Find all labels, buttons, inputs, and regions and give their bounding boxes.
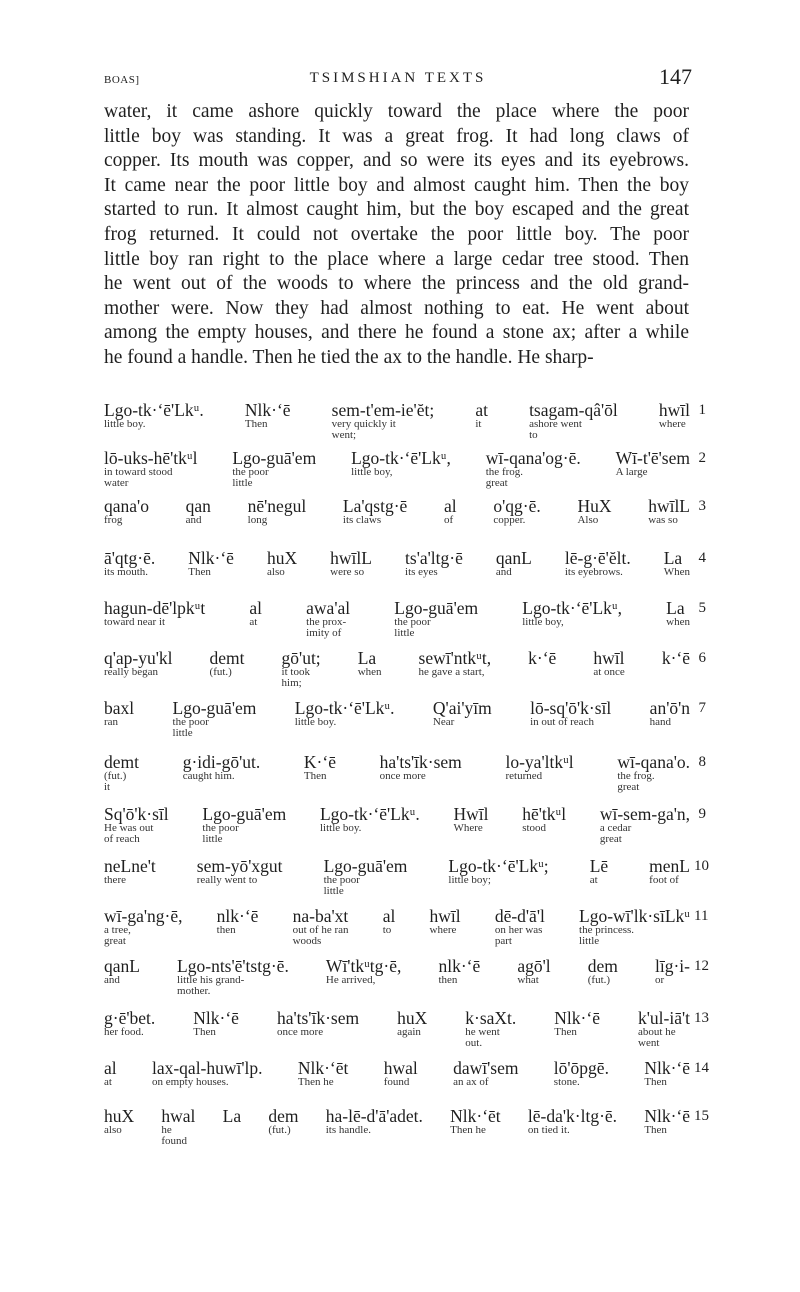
tsimshian-word: Lgo-guā'em [232, 448, 317, 468]
tsimshian-word: tsagam-qâ'ōl [529, 400, 618, 420]
english-gloss: little boy. [319, 822, 362, 834]
tsimshian-word: Hwīl [453, 804, 489, 824]
prose-line: he went out of the woods to where the princess and the old grand- [104, 273, 689, 295]
tsimshian-word: Lgo-guā'em [172, 698, 257, 718]
line-number: 1 [698, 402, 706, 418]
english-gloss: on her was [494, 924, 543, 936]
english-gloss: little [323, 885, 344, 897]
line-number: 4 [698, 550, 706, 566]
english-gloss: and [495, 566, 512, 578]
english-gloss: Then [644, 1124, 667, 1136]
english-gloss: very quickly it [331, 418, 396, 430]
line-number: 7 [698, 700, 706, 716]
english-gloss: great [599, 833, 622, 845]
english-gloss: little boy, [351, 466, 393, 478]
prose-line: he found a handle. Then he tied the ax to the handle. He sharp- [104, 346, 594, 368]
tsimshian-word: Lgo-tk·ʻē'Lkᵘ, [522, 598, 623, 618]
english-gloss: its claws [342, 514, 382, 526]
english-gloss: Then [644, 1076, 667, 1088]
line-number: 12 [694, 958, 709, 974]
line-number: 14 [694, 1060, 709, 1076]
tsimshian-word: demt [209, 648, 245, 668]
english-gloss: a tree, [104, 924, 131, 936]
english-gloss: the prox- [306, 616, 347, 628]
tsimshian-word: al [104, 1058, 117, 1078]
english-gloss: A large [615, 466, 648, 478]
tsimshian-word: Lgo-tk·ʻē'Lkᵘ. [104, 400, 204, 420]
tsimshian-word: Lgo-guā'em [323, 856, 408, 876]
tsimshian-word: hwīl [593, 648, 625, 668]
english-translation [104, 100, 689, 371]
english-gloss: great [485, 477, 508, 489]
tsimshian-word: sem-t'em-ie'ĕt; [331, 400, 435, 420]
english-gloss: caught him. [182, 770, 235, 782]
english-gloss: on empty houses. [151, 1076, 229, 1088]
tsimshian-word: baxl [104, 698, 135, 718]
tsimshian-word: agō'l [517, 956, 551, 976]
english-gloss: the princess. [579, 924, 635, 936]
tsimshian-word: q'ap-yu'kl [104, 648, 173, 668]
interlinear-line [104, 698, 706, 744]
tsimshian-word: Lē [589, 856, 609, 876]
english-gloss: found [383, 1076, 410, 1088]
tsimshian-word: na-ba'xt [292, 906, 349, 926]
tsimshian-word: La [666, 598, 685, 618]
english-gloss: about he [638, 1026, 676, 1038]
tsimshian-word: sem-yō'xgut [196, 856, 283, 876]
english-gloss: Then [554, 1026, 577, 1038]
tsimshian-word: huX [397, 1008, 428, 1028]
tsimshian-word: huX [104, 1106, 135, 1126]
tsimshian-word: ha'ts'īk·sem [379, 752, 462, 772]
english-gloss: its handle. [325, 1124, 371, 1136]
tsimshian-word: hwīl [429, 906, 461, 926]
line-number: 5 [698, 600, 706, 616]
english-gloss: little boy. [294, 716, 337, 728]
english-gloss: out. [465, 1037, 483, 1049]
english-gloss: (fut.) [104, 770, 127, 782]
tsimshian-word: al [444, 496, 457, 516]
english-gloss: little [579, 935, 600, 947]
interlinear-line [104, 1058, 709, 1104]
tsimshian-word: qanL [495, 548, 532, 568]
english-gloss: Then [188, 566, 211, 578]
tsimshian-word: qana'o [104, 496, 149, 516]
english-gloss: then [216, 924, 236, 936]
english-gloss: long [247, 514, 268, 526]
tsimshian-word: lō-sq'ō'k·sīl [530, 698, 612, 718]
english-gloss: it [104, 781, 111, 793]
tsimshian-word: at [475, 400, 488, 420]
interlinear-line [104, 598, 706, 644]
prose-line: mother were. Now they had almost nothing to eat. He went about [104, 297, 689, 319]
tsimshian-word: nlk·ʻē [216, 906, 259, 926]
tsimshian-word: wī-qana'og·ē. [485, 448, 581, 468]
english-gloss: toward near it [104, 616, 166, 628]
tsimshian-word: g·idi-gō'ut. [182, 752, 261, 772]
english-gloss: (fut.) [209, 666, 232, 678]
english-gloss: of [444, 514, 454, 526]
english-gloss: to [529, 429, 538, 441]
tsimshian-word: Nlk·ʻē [193, 1008, 239, 1028]
interlinear-line [104, 1106, 709, 1152]
tsimshian-word: līg·i- [655, 956, 690, 976]
english-gloss: it [475, 418, 482, 430]
english-gloss: where [429, 924, 457, 936]
header-title: TSIMSHIAN TEXTS [309, 70, 487, 86]
english-gloss: at [249, 616, 258, 628]
tsimshian-word: demt [104, 752, 139, 772]
english-gloss: Then he [450, 1124, 486, 1136]
english-gloss: her food. [104, 1026, 144, 1038]
english-gloss: went [638, 1037, 660, 1049]
english-gloss: (fut.) [587, 974, 611, 986]
english-gloss: its mouth. [104, 566, 149, 578]
english-gloss: found [161, 1135, 188, 1147]
interlinear-line [104, 906, 709, 952]
english-gloss: little [202, 833, 223, 845]
english-gloss: (fut.) [268, 1124, 291, 1136]
interlinear-line [104, 1008, 709, 1054]
line-number: 3 [698, 498, 706, 514]
english-gloss: hand [649, 716, 672, 728]
english-gloss: its eyes [405, 566, 438, 578]
tsimshian-word: La [222, 1106, 242, 1126]
english-gloss: or [655, 974, 665, 986]
english-gloss: stood [522, 822, 547, 834]
interlinear-line [104, 400, 706, 446]
english-gloss: it took [281, 666, 310, 678]
english-gloss: the frog. [617, 770, 655, 782]
tsimshian-word: Lgo-tk·ʻē'Lkᵘ. [319, 804, 420, 824]
english-gloss: went; [331, 429, 357, 441]
english-gloss: little boy. [104, 418, 146, 430]
prose-line: copper. Its mouth was copper, and so were its eyes and its eyebrows. [104, 150, 689, 172]
english-gloss: copper. [493, 514, 526, 526]
tsimshian-word: Nlk·ʻē [644, 1058, 690, 1078]
tsimshian-word: ha'ts'īk·sem [276, 1008, 360, 1028]
english-gloss: the poor [323, 874, 360, 886]
english-gloss: water [104, 477, 129, 489]
tsimshian-word: Lgo-guā'em [394, 598, 479, 618]
english-gloss: its eyebrows. [564, 566, 623, 578]
prose-line: It came near the poor little boy and almost caught him. Then the boy [104, 174, 689, 196]
english-gloss: When [663, 566, 690, 578]
tsimshian-word: Lgo-tk·ʻē'Lkᵘ. [294, 698, 395, 718]
interlinear-text [104, 400, 709, 1152]
english-gloss: great [617, 781, 640, 793]
english-gloss: once more [379, 770, 426, 782]
english-gloss: again [397, 1026, 421, 1038]
interlinear-line [104, 648, 706, 694]
tsimshian-word: Lgo-nts'ē'tstg·ē. [177, 956, 289, 976]
english-gloss: what [517, 974, 539, 986]
english-gloss: the poor [202, 822, 239, 834]
english-gloss: great [104, 935, 126, 947]
tsimshian-word: hwīlL [330, 548, 372, 568]
tsimshian-word: an'ō'n [649, 698, 690, 718]
tsimshian-word: ā'qtg·ē. [104, 548, 156, 568]
english-gloss: part [494, 935, 512, 947]
english-gloss: ran [104, 716, 119, 728]
tsimshian-word: Wī'tkᵘtg·ē, [325, 956, 402, 976]
line-number: 6 [698, 650, 706, 666]
english-gloss: to [382, 924, 392, 936]
tsimshian-word: Wī-t'ē'sem [615, 448, 690, 468]
english-gloss: at [589, 874, 598, 886]
english-gloss: mother. [177, 985, 211, 997]
english-gloss: really went to [196, 874, 258, 886]
english-gloss: an ax of [453, 1076, 489, 1088]
prose-line: little boy was standing. It was a great frog. It had long claws of [104, 125, 689, 147]
tsimshian-word: awa'al [306, 598, 351, 618]
tsimshian-word: hagun-dē'lpkᵘt [104, 598, 206, 618]
tsimshian-word: ts'a'ltg·ē [405, 548, 463, 568]
tsimshian-word: hwal [161, 1106, 196, 1126]
line-number: 2 [698, 450, 706, 466]
english-gloss: there [104, 874, 126, 886]
tsimshian-word: o'qg·ē. [493, 496, 541, 516]
tsimshian-word: Q'ai'yīm [432, 698, 492, 718]
english-gloss: Near [432, 716, 455, 728]
tsimshian-word: La [663, 548, 683, 568]
english-gloss: when [666, 616, 690, 628]
tsimshian-word: hwīlL [648, 496, 690, 516]
tsimshian-word: hē'tkᵘl [522, 804, 567, 824]
tsimshian-word: Nlk·ʻēt [297, 1058, 349, 1078]
tsimshian-word: ha-lē-d'ā'adet. [325, 1106, 423, 1126]
english-gloss: once more [276, 1026, 324, 1038]
english-gloss: the poor [172, 716, 209, 728]
tsimshian-word: K·ʻē [303, 752, 336, 772]
tsimshian-word: dē-d'ā'l [494, 906, 545, 926]
interlinear-line [104, 548, 706, 594]
english-gloss: and [185, 514, 202, 526]
english-gloss: He arrived, [325, 974, 376, 986]
prose-line: little boy ran right to the place where a large cedar tree stood. Then [104, 248, 689, 270]
tsimshian-word: La [357, 648, 377, 668]
tsimshian-word: lē-da'k·ltg·ē. [527, 1106, 618, 1126]
interlinear-line [104, 496, 706, 542]
line-number: 13 [694, 1010, 709, 1026]
tsimshian-word: La'qstg·ē [342, 496, 408, 516]
interlinear-line [104, 856, 709, 902]
english-gloss: on tied it. [527, 1124, 570, 1136]
english-gloss: at [104, 1076, 112, 1088]
english-gloss: were so [330, 566, 365, 578]
tsimshian-word: hwīl [658, 400, 690, 420]
english-gloss: also [267, 566, 285, 578]
english-gloss: foot of [649, 874, 679, 886]
tsimshian-word: Lgo-tk·ʻē'Lkᵘ; [448, 856, 549, 876]
english-gloss: imity of [306, 627, 342, 639]
english-gloss: Then [303, 770, 327, 782]
tsimshian-word: al [382, 906, 396, 926]
english-gloss: the frog. [485, 466, 524, 478]
tsimshian-word: Nlk·ʻē [188, 548, 234, 568]
english-gloss: in out of reach [530, 716, 594, 728]
tsimshian-word: nē'negul [247, 496, 307, 516]
tsimshian-word: Nlk·ʻē [644, 1106, 690, 1126]
interlinear-line [104, 956, 709, 1002]
english-gloss: he [161, 1124, 172, 1136]
tsimshian-word: hwal [383, 1058, 418, 1078]
english-gloss: little [394, 627, 415, 639]
tsimshian-word: lē-g·ē'ĕlt. [564, 548, 631, 568]
prose-line: started to run. It almost caught him, but the boy escaped and the great [104, 199, 689, 221]
english-gloss: in toward stood [104, 466, 173, 478]
english-gloss: Then [193, 1026, 216, 1038]
tsimshian-word: k·ʻē [661, 648, 690, 668]
tsimshian-word: dem [587, 956, 618, 976]
tsimshian-word: huX [267, 548, 298, 568]
tsimshian-word: nlk·ʻē [438, 956, 481, 976]
english-gloss: little his grand- [177, 974, 245, 986]
interlinear-line [104, 804, 706, 850]
tsimshian-word: lax-qal-huwī'lp. [151, 1058, 263, 1078]
interlinear-line [104, 752, 706, 798]
english-gloss: where [658, 418, 686, 430]
english-gloss: also [104, 1124, 122, 1136]
tsimshian-word: Nlk·ʻē [244, 400, 291, 420]
tsimshian-word: Lgo-wī'lk·sīLkᵘ [579, 906, 690, 926]
header-author: BOAS] [104, 74, 140, 86]
english-gloss: little boy; [448, 874, 491, 886]
tsimshian-word: gō'ut; [281, 648, 321, 668]
prose-line: frog returned. It could not overtake the poor little boy. The poor [104, 223, 689, 245]
tsimshian-word: dawī'sem [453, 1058, 519, 1078]
tsimshian-word: k·saXt. [465, 1008, 517, 1028]
tsimshian-word: lo-ya'ltkᵘl [505, 752, 574, 772]
tsimshian-word: Sq'ō'k·sīl [104, 804, 169, 824]
running-header [104, 64, 692, 94]
english-gloss: a cedar [599, 822, 632, 834]
tsimshian-word: menL [649, 856, 690, 876]
english-gloss: the poor [394, 616, 431, 628]
english-gloss: really began [104, 666, 159, 678]
tsimshian-word: wī-ga'ng·ē, [104, 906, 183, 926]
tsimshian-word: qanL [104, 956, 140, 976]
english-gloss: frog [104, 514, 123, 526]
tsimshian-word: dem [268, 1106, 299, 1126]
english-gloss: then [438, 974, 458, 986]
tsimshian-word: lō'ōpgē. [553, 1058, 609, 1078]
page-number: 147 [659, 64, 692, 89]
english-gloss: out of he ran [292, 924, 349, 936]
line-number: 8 [698, 754, 706, 770]
line-number: 11 [694, 908, 709, 924]
tsimshian-word: g·ē'bet. [104, 1008, 156, 1028]
english-gloss: ashore went [529, 418, 582, 430]
tsimshian-word: Nlk·ʻē [554, 1008, 600, 1028]
tsimshian-word: lō-uks-hē'tkᵘl [104, 448, 198, 468]
english-gloss: little [172, 727, 193, 739]
interlinear-line [104, 448, 706, 494]
english-gloss: the poor [232, 466, 269, 478]
english-gloss: stone. [553, 1076, 580, 1088]
tsimshian-word: HuX [577, 496, 612, 516]
english-gloss: Then he [297, 1076, 334, 1088]
english-gloss: Then [244, 418, 268, 430]
english-gloss: at once [593, 666, 625, 678]
english-gloss: woods [292, 935, 322, 947]
english-gloss: returned [505, 770, 543, 782]
line-number: 9 [698, 806, 706, 822]
english-gloss: when [357, 666, 382, 678]
line-number: 10 [694, 858, 709, 874]
tsimshian-word: neLne't [104, 856, 156, 876]
tsimshian-word: Lgo-tk·ʻē'Lkᵘ, [351, 448, 451, 468]
tsimshian-word: sewī'ntkᵘt, [418, 648, 492, 668]
english-gloss: was so [648, 514, 678, 526]
prose-line: among the empty houses, and there he found a stone ax; after a while [104, 322, 689, 344]
prose-line: water, it came ashore quickly toward the place where the poor [104, 101, 689, 122]
tsimshian-word: qan [185, 496, 211, 516]
english-gloss: he went [465, 1026, 500, 1038]
tsimshian-word: k·ʻē [528, 648, 557, 668]
english-gloss: little boy, [522, 616, 564, 628]
english-gloss: he gave a start, [418, 666, 485, 678]
tsimshian-word: al [249, 598, 263, 618]
tsimshian-word: k'ul-iā't [638, 1008, 690, 1028]
english-gloss: him; [281, 677, 302, 689]
tsimshian-word: wī-sem-ga'n, [599, 804, 690, 824]
tsimshian-word: Nlk·ʻēt [450, 1106, 501, 1126]
english-gloss: Where [453, 822, 483, 834]
english-gloss: little [232, 477, 253, 489]
english-gloss: of reach [104, 833, 140, 845]
tsimshian-word: Lgo-guā'em [202, 804, 287, 824]
english-gloss: and [104, 974, 120, 986]
line-number: 15 [694, 1108, 709, 1124]
english-gloss: Also [577, 514, 599, 526]
tsimshian-word: wī-qana'o. [617, 752, 690, 772]
english-gloss: He was out [104, 822, 154, 834]
